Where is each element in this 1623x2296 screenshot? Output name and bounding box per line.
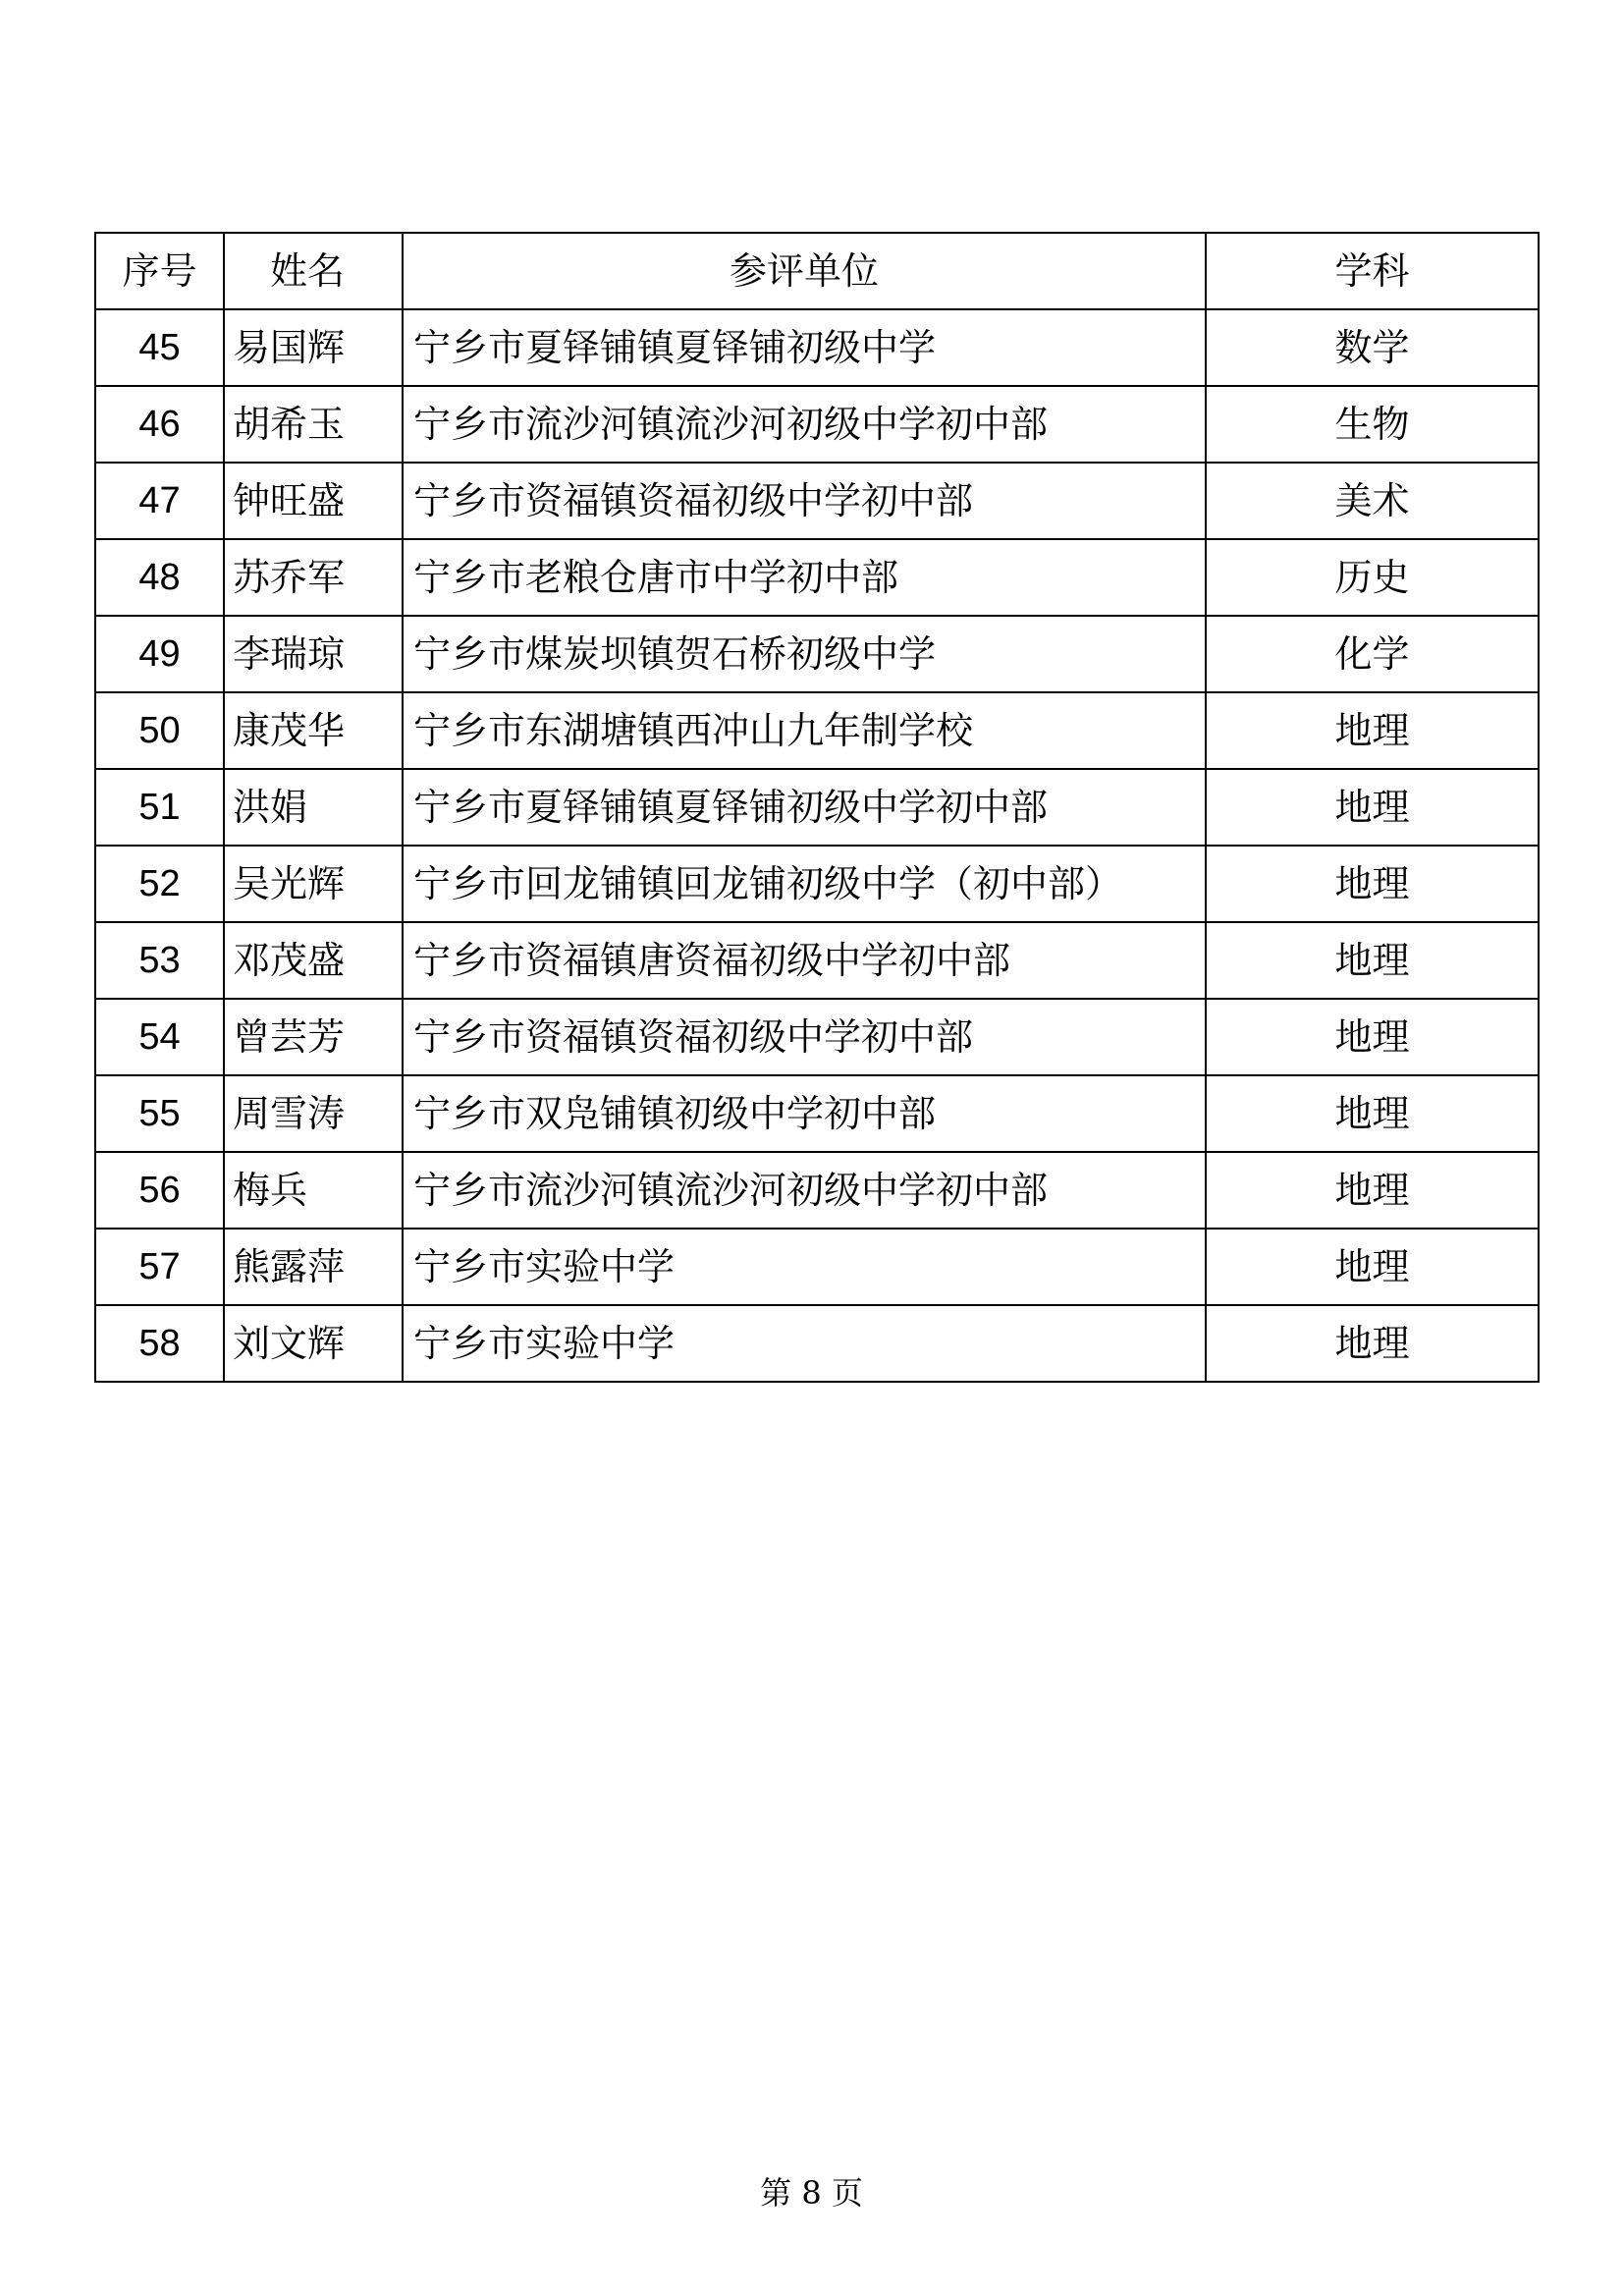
cell-subject: 地理 bbox=[1206, 1152, 1539, 1229]
cell-name: 周雪涛 bbox=[224, 1075, 403, 1152]
cell-no: 53 bbox=[95, 922, 224, 999]
cell-name: 熊露萍 bbox=[224, 1229, 403, 1305]
cell-name: 易国辉 bbox=[224, 309, 403, 386]
table-row bbox=[95, 692, 1539, 769]
table-row bbox=[95, 769, 1539, 846]
cell-no: 50 bbox=[95, 692, 224, 769]
cell-unit: 宁乡市资福镇唐资福初级中学初中部 bbox=[403, 922, 1206, 999]
table-row bbox=[95, 1075, 1539, 1152]
cell-subject: 化学 bbox=[1206, 616, 1539, 692]
table-row bbox=[95, 463, 1539, 539]
cell-name: 苏乔军 bbox=[224, 539, 403, 616]
cell-no: 45 bbox=[95, 309, 224, 386]
cell-no: 52 bbox=[95, 846, 224, 922]
cell-unit: 宁乡市实验中学 bbox=[403, 1229, 1206, 1305]
table-row bbox=[95, 616, 1539, 692]
cell-no: 46 bbox=[95, 386, 224, 463]
cell-no: 54 bbox=[95, 999, 224, 1075]
cell-name: 李瑞琼 bbox=[224, 616, 403, 692]
cell-unit: 宁乡市夏铎铺镇夏铎铺初级中学初中部 bbox=[403, 769, 1206, 846]
cell-unit: 宁乡市东湖塘镇西冲山九年制学校 bbox=[403, 692, 1206, 769]
cell-name: 刘文辉 bbox=[224, 1305, 403, 1382]
page-number: 第 8 页 bbox=[760, 2174, 863, 2212]
header-no: 序号 bbox=[95, 233, 224, 309]
cell-name: 钟旺盛 bbox=[224, 463, 403, 539]
table-row bbox=[95, 386, 1539, 463]
cell-unit: 宁乡市流沙河镇流沙河初级中学初中部 bbox=[403, 386, 1206, 463]
cell-no: 56 bbox=[95, 1152, 224, 1229]
table-body bbox=[95, 309, 1539, 1382]
cell-subject: 地理 bbox=[1206, 1075, 1539, 1152]
cell-unit: 宁乡市资福镇资福初级中学初中部 bbox=[403, 463, 1206, 539]
table-row bbox=[95, 922, 1539, 999]
cell-name: 康茂华 bbox=[224, 692, 403, 769]
cell-no: 47 bbox=[95, 463, 224, 539]
table-row bbox=[95, 999, 1539, 1075]
cell-unit: 宁乡市实验中学 bbox=[403, 1305, 1206, 1382]
cell-no: 51 bbox=[95, 769, 224, 846]
cell-unit: 宁乡市回龙铺镇回龙铺初级中学（初中部） bbox=[403, 846, 1206, 922]
cell-unit: 宁乡市老粮仓唐市中学初中部 bbox=[403, 539, 1206, 616]
cell-unit: 宁乡市煤炭坝镇贺石桥初级中学 bbox=[403, 616, 1206, 692]
cell-no: 48 bbox=[95, 539, 224, 616]
cell-subject: 历史 bbox=[1206, 539, 1539, 616]
header-subject: 学科 bbox=[1206, 233, 1539, 309]
cell-subject: 地理 bbox=[1206, 1229, 1539, 1305]
header-unit: 参评单位 bbox=[403, 233, 1206, 309]
table-row bbox=[95, 1152, 1539, 1229]
cell-no: 58 bbox=[95, 1305, 224, 1382]
cell-unit: 宁乡市流沙河镇流沙河初级中学初中部 bbox=[403, 1152, 1206, 1229]
cell-no: 57 bbox=[95, 1229, 224, 1305]
cell-subject: 数学 bbox=[1206, 309, 1539, 386]
cell-name: 梅兵 bbox=[224, 1152, 403, 1229]
cell-no: 55 bbox=[95, 1075, 224, 1152]
cell-name: 邓茂盛 bbox=[224, 922, 403, 999]
table-row bbox=[95, 1229, 1539, 1305]
cell-subject: 地理 bbox=[1206, 769, 1539, 846]
table-header-row bbox=[95, 233, 1539, 309]
cell-unit: 宁乡市夏铎铺镇夏铎铺初级中学 bbox=[403, 309, 1206, 386]
cell-subject: 地理 bbox=[1206, 1305, 1539, 1382]
cell-subject: 地理 bbox=[1206, 846, 1539, 922]
table-row bbox=[95, 309, 1539, 386]
table-row bbox=[95, 1305, 1539, 1382]
roster-table bbox=[94, 232, 1540, 1383]
cell-name: 吴光辉 bbox=[224, 846, 403, 922]
cell-subject: 地理 bbox=[1206, 999, 1539, 1075]
cell-subject: 生物 bbox=[1206, 386, 1539, 463]
cell-name: 曾芸芳 bbox=[224, 999, 403, 1075]
cell-unit: 宁乡市资福镇资福初级中学初中部 bbox=[403, 999, 1206, 1075]
cell-subject: 地理 bbox=[1206, 922, 1539, 999]
cell-name: 胡希玉 bbox=[224, 386, 403, 463]
cell-subject: 美术 bbox=[1206, 463, 1539, 539]
header-name: 姓名 bbox=[224, 233, 403, 309]
cell-name: 洪娟 bbox=[224, 769, 403, 846]
table-row bbox=[95, 539, 1539, 616]
cell-unit: 宁乡市双凫铺镇初级中学初中部 bbox=[403, 1075, 1206, 1152]
table-row bbox=[95, 846, 1539, 922]
cell-subject: 地理 bbox=[1206, 692, 1539, 769]
cell-no: 49 bbox=[95, 616, 224, 692]
